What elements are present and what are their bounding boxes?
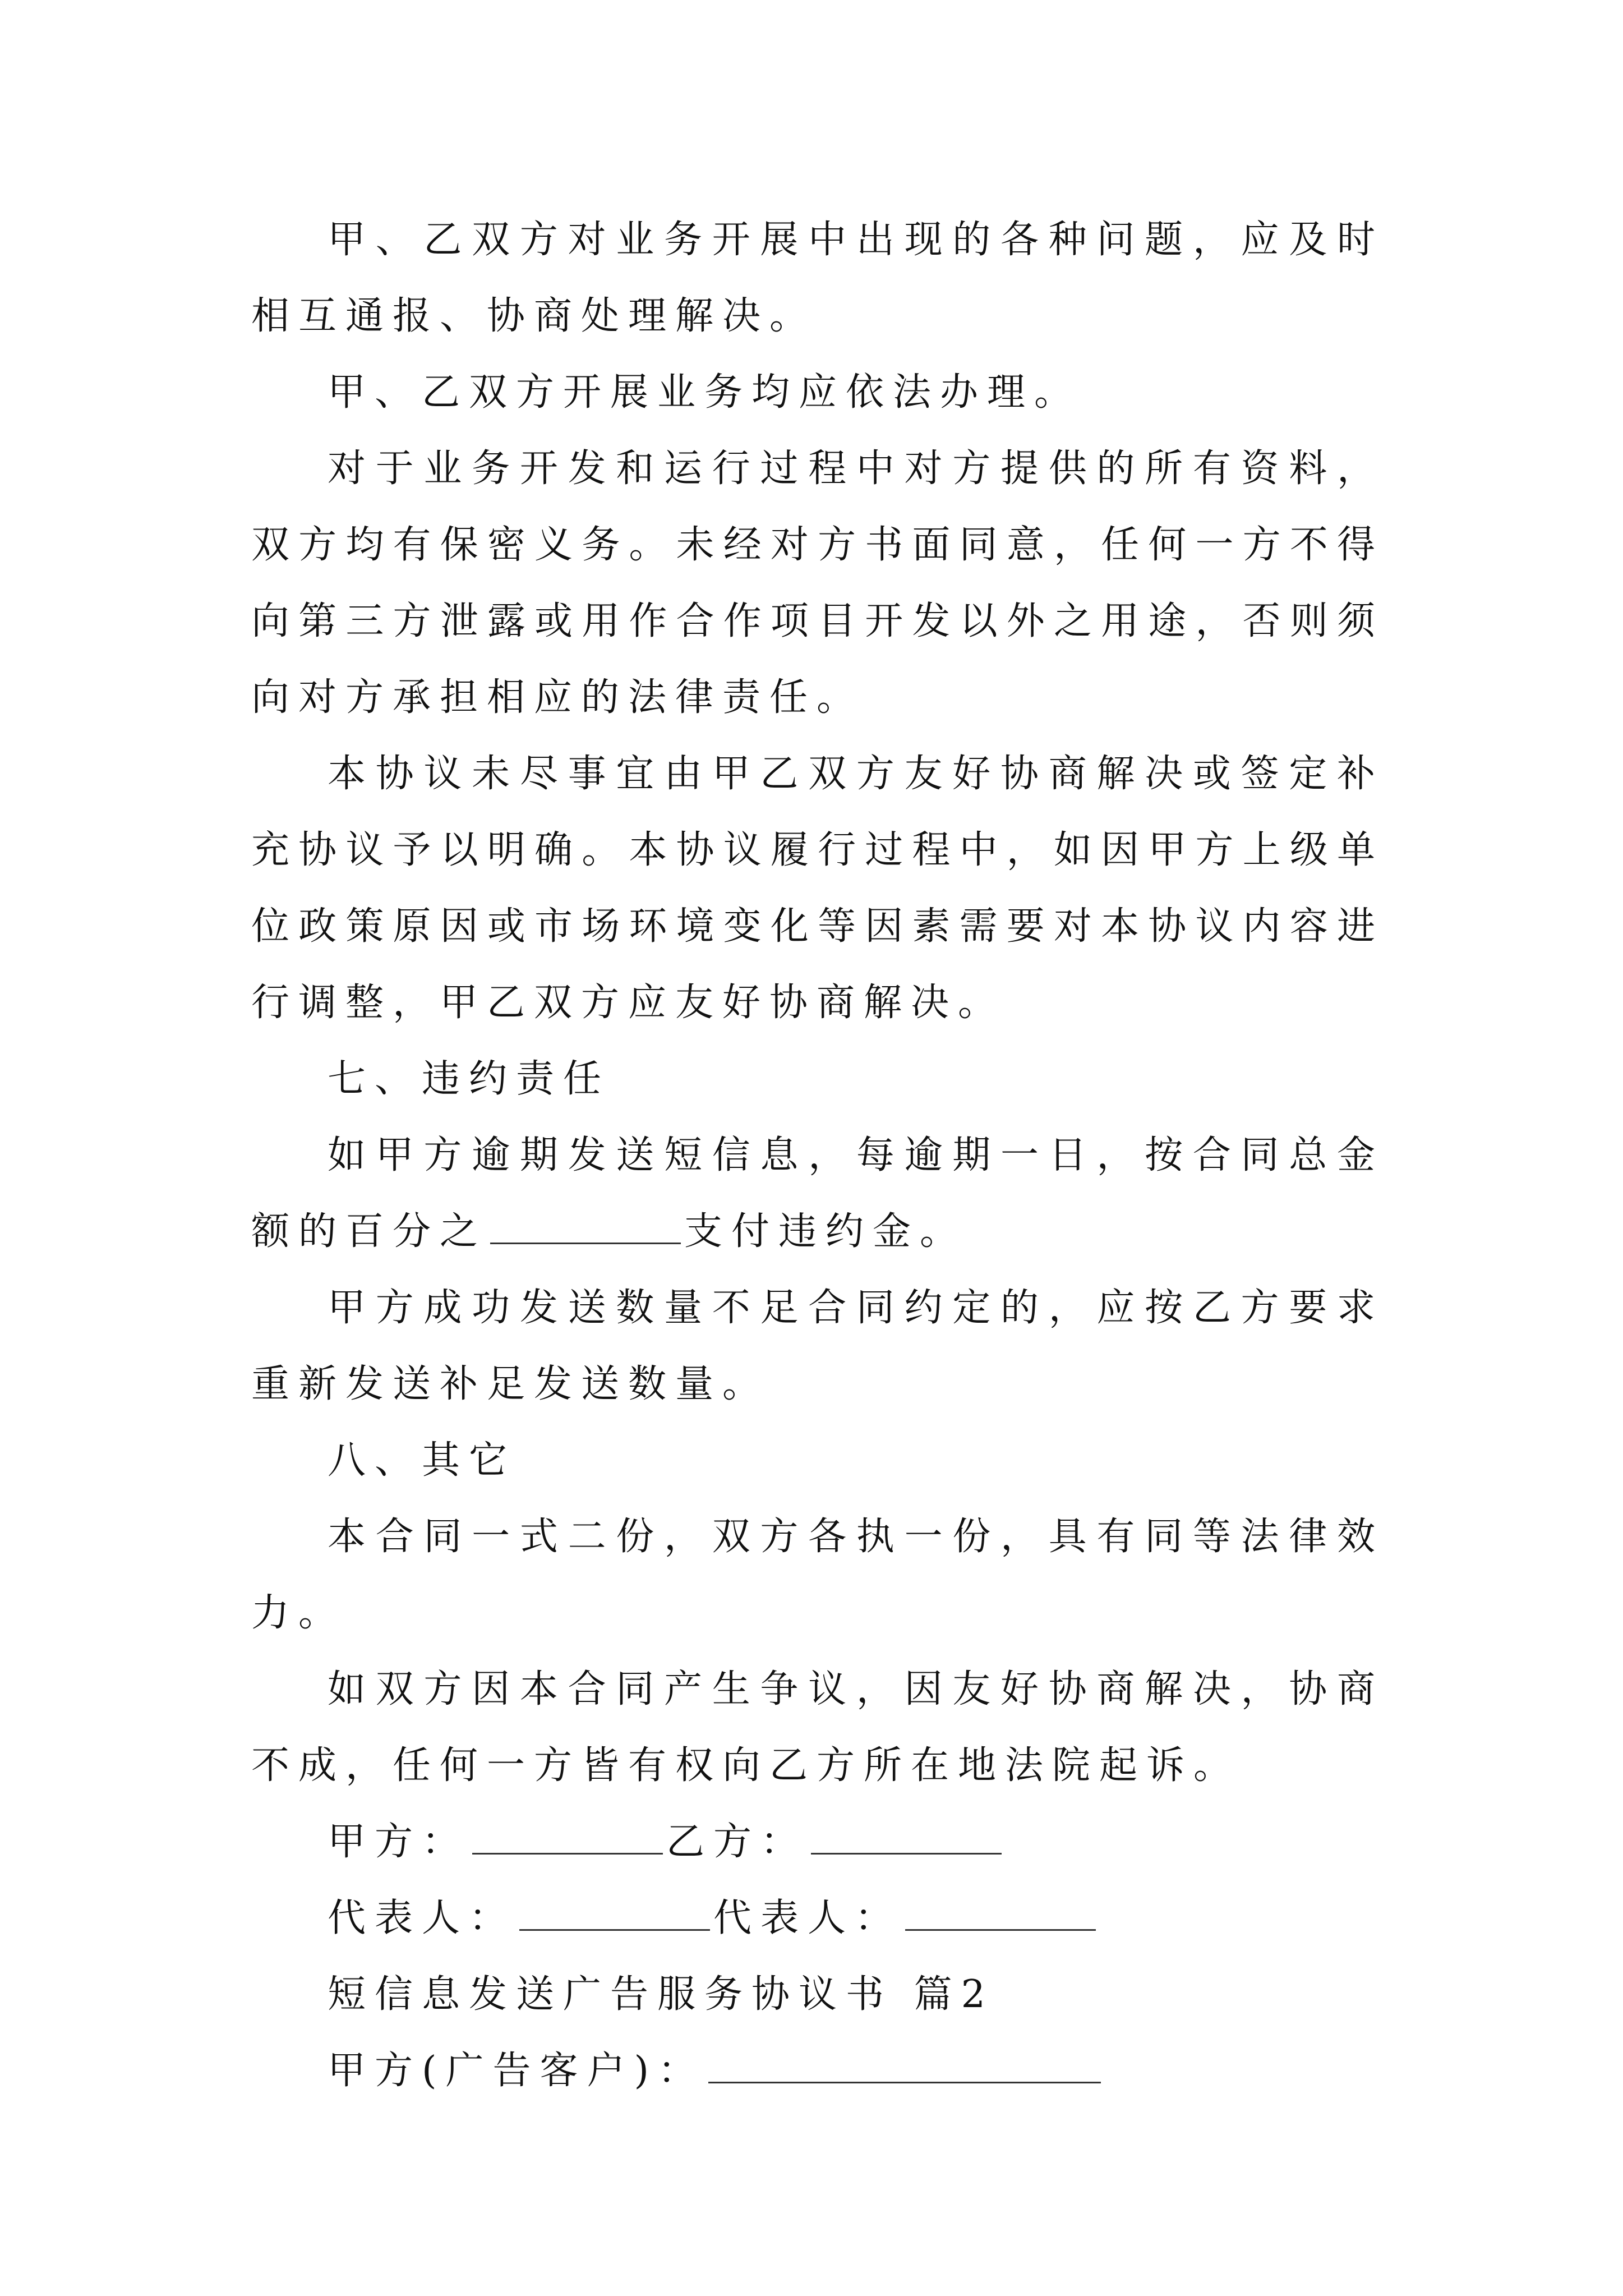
next-party-a-label: 甲方(广告客户)：	[328, 2049, 706, 2093]
party-b-blank[interactable]	[811, 1819, 1002, 1855]
paragraph-dispute: 如双方因本合同产生争议，因友好协商解决，协商不成，任何一方皆有权向乙方所在地法院起诉。	[251, 1667, 1384, 1788]
paragraph-confidentiality: 对于业务开发和运行过程中对方提供的所有资料，双方均有保密义务。未经对方书面同意，任何一方不得向第三方泄露或用作合作项目开发以外之用途，否则须向对方承担相应的法律责任。	[251, 447, 1384, 720]
paragraph-unresolved-matters: 本协议未尽事宜由甲乙双方友好协商解决或签定补充协议予以明确。本协议履行过程中，如因甲方上级单位政策原因或市场环境变化等因素需要对本协议内容进行调整，甲乙双方应友好协商解决。	[251, 752, 1384, 1025]
penalty-text-after: 支付违约金。	[684, 1209, 967, 1254]
penalty-text-before: 如甲方逾期发送短信息，每逾期一日，按合同总金额的百分之	[251, 1133, 1384, 1254]
rep-a-blank[interactable]	[519, 1895, 710, 1931]
party-a-blank[interactable]	[472, 1819, 663, 1855]
paragraph-lawful-operation: 甲、乙双方开展业务均应依法办理。	[328, 370, 1082, 415]
section-8-heading: 八、其它	[328, 1438, 517, 1483]
paragraph-penalty	[251, 1117, 1384, 1270]
next-party-a-line	[251, 2033, 1384, 2109]
signature-rep-line	[251, 1880, 1384, 1957]
paragraph-resend: 甲方成功发送数量不足合同约定的，应按乙方要求重新发送补足发送数量。	[251, 1286, 1384, 1406]
rep-b-label: 代表人：	[713, 1896, 902, 1940]
section-7-heading: 七、违约责任	[328, 1057, 611, 1101]
next-document-title: 短信息发送广告服务协议书 篇2	[328, 1972, 994, 2017]
party-a-label: 甲方：	[328, 1820, 469, 1864]
next-party-a-blank[interactable]	[708, 2048, 1101, 2083]
rep-b-blank[interactable]	[905, 1895, 1096, 1931]
document-body	[251, 202, 1384, 2109]
paragraph-issue-handling: 甲、乙双方对业务开展中出现的各种问题，应及时相互通报、协商处理解决。	[251, 218, 1384, 338]
party-b-label: 乙方：	[666, 1820, 808, 1864]
paragraph-copies: 本合同一式二份，双方各执一份，具有同等法律效力。	[251, 1515, 1384, 1635]
rep-a-label: 代表人：	[328, 1896, 517, 1940]
signature-party-line	[251, 1804, 1384, 1880]
penalty-percent-blank[interactable]	[490, 1209, 681, 1244]
